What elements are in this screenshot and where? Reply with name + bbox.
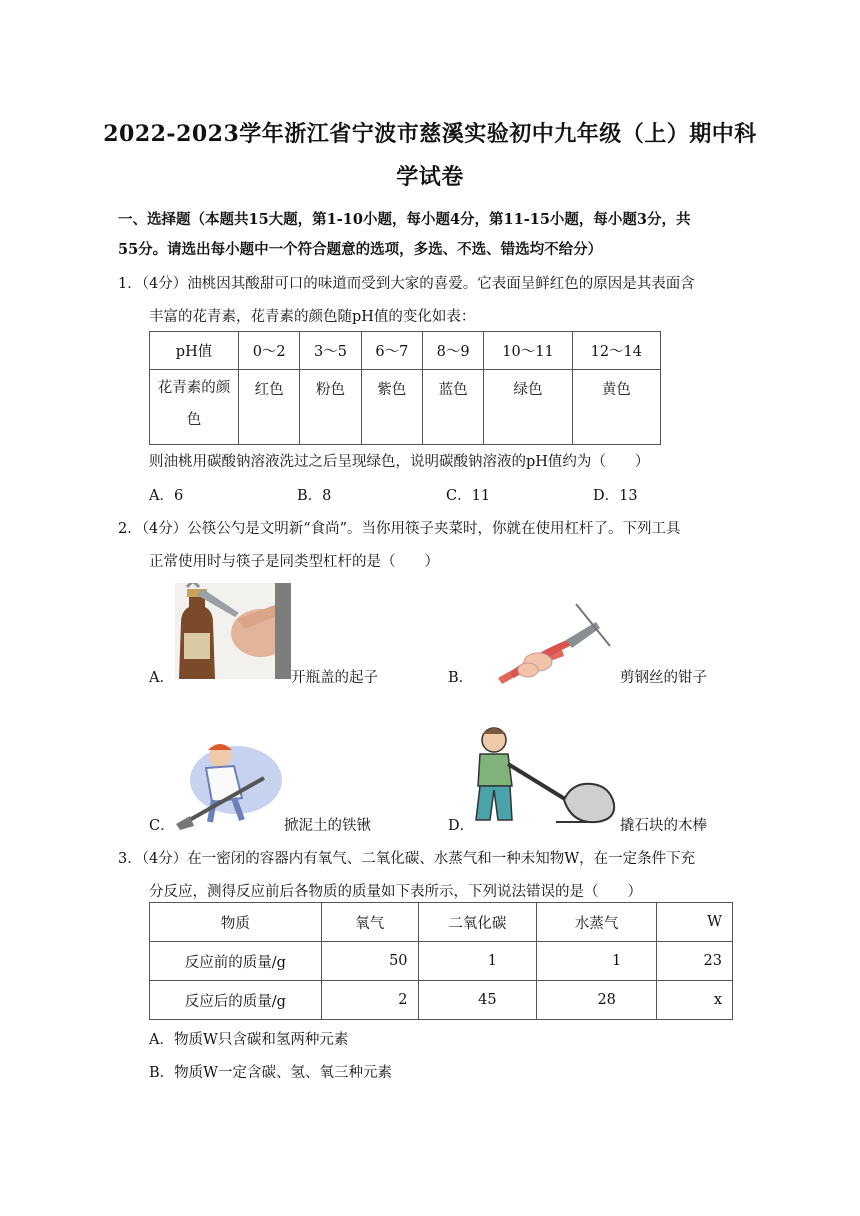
lever-image xyxy=(468,724,620,830)
q3-stem-line-1: 3．（4分）在一密闭的容器内有氧气、二氧化碳、水蒸气和一种未知物W，在一定条件下充 xyxy=(118,851,696,867)
q1-stem-line-1: 1．（4分）油桃因其酸甜可口的味道而受到大家的喜爱。它表面呈鲜红色的原因是其表面含 xyxy=(118,276,695,292)
table-row xyxy=(150,942,733,981)
table-cell: 8～9 xyxy=(422,332,483,370)
table-cell: x xyxy=(657,981,733,1020)
q1-question: 则油桃用碳酸钠溶液洗过之后呈现绿色，说明碳酸钠溶液的pH值约为（ ） xyxy=(149,454,650,470)
table-cell: 1 xyxy=(537,942,657,981)
q1-option-d[interactable]: D．13 xyxy=(593,488,638,504)
q3-stem-line-2: 分反应，测得反应前后各物质的质量如下表所示，下列说法错误的是（ ） xyxy=(149,884,642,900)
table-cell: W xyxy=(657,903,733,942)
table-row xyxy=(150,981,733,1020)
table-cell: 3～5 xyxy=(300,332,361,370)
bottle-opener-image xyxy=(175,583,291,679)
row-head-line-1: 花青素的颜 xyxy=(157,380,231,396)
q2-option-a-caption: 开瓶盖的起子 xyxy=(291,670,378,686)
ph-color-table xyxy=(149,331,661,445)
table-row xyxy=(150,903,733,942)
table-cell: 1 xyxy=(418,942,537,981)
section-heading-line-1: 一、选择题（本题共15大题，第1-10小题，每小题4分，第11-15小题，每小题3分，共 xyxy=(118,211,691,228)
table-cell: 28 xyxy=(537,981,657,1020)
table-cell: 水蒸气 xyxy=(537,903,657,942)
table-cell: 12～14 xyxy=(572,332,660,370)
table-cell: 50 xyxy=(321,942,418,981)
table-cell: 紫色 xyxy=(361,370,422,445)
q1-option-b[interactable]: B．8 xyxy=(297,488,332,504)
q2-option-b-letter[interactable]: B． xyxy=(448,670,474,686)
q1-stem-line-2: 丰富的花青素，花青素的颜色随pH值的变化如表： xyxy=(149,309,476,325)
q2-option-a-letter[interactable]: A． xyxy=(149,670,174,686)
table-cell: 物质 xyxy=(150,903,322,942)
q3-option-a[interactable]: A．物质W只含碳和氢两种元素 xyxy=(149,1032,349,1048)
table-cell: 黄色 xyxy=(572,370,660,445)
q2-option-c-caption: 掀泥土的铁锹 xyxy=(284,818,371,834)
q2-option-b-caption: 剪钢丝的钳子 xyxy=(620,670,707,686)
table-cell: 蓝色 xyxy=(422,370,483,445)
table-cell: 45 xyxy=(418,981,537,1020)
table-cell: 红色 xyxy=(239,370,300,445)
row-head-line-2: 色 xyxy=(186,412,202,428)
exam-title-line-2: 学试卷 xyxy=(396,164,464,190)
table-row xyxy=(150,370,661,445)
table-cell: pH值 xyxy=(150,332,239,370)
table-cell: 23 xyxy=(657,942,733,981)
section-heading-line-2: 55分。请选出每小题中一个符合题意的选项，多选、不选、错选均不给分） xyxy=(118,241,603,258)
table-cell: 0～2 xyxy=(239,332,300,370)
table-cell: 绿色 xyxy=(484,370,572,445)
table-cell: 氧气 xyxy=(321,903,418,942)
table-row xyxy=(150,332,661,370)
table-cell: 6～7 xyxy=(361,332,422,370)
q3-option-b[interactable]: B．物质W一定含碳、氢、氧三种元素 xyxy=(149,1065,393,1081)
table-cell: 反应后的质量/g xyxy=(150,981,322,1020)
q2-stem-line-1: 2．（4分）公筷公勺是文明新“食尚”。当你用筷子夹菜时，你就在使用杠杆了。下列工具 xyxy=(118,521,681,537)
table-cell: 粉色 xyxy=(300,370,361,445)
q1-option-c[interactable]: C．11 xyxy=(446,488,491,504)
shovel-image xyxy=(172,738,284,830)
exam-title-line-1: 2022-2023学年浙江省宁波市慈溪实验初中九年级（上）期中科 xyxy=(103,121,757,147)
pliers-image xyxy=(492,598,616,684)
table-cell: 2 xyxy=(321,981,418,1020)
q2-option-c-letter[interactable]: C． xyxy=(149,818,175,834)
table-cell: 10～11 xyxy=(484,332,572,370)
q2-stem-line-2: 正常使用时与筷子是同类型杠杆的是（ ） xyxy=(149,554,439,570)
table-cell: 二氧化碳 xyxy=(418,903,537,942)
q1-option-a[interactable]: A．6 xyxy=(149,488,184,504)
mass-table xyxy=(149,902,733,1020)
table-cell xyxy=(150,370,239,445)
q2-option-d-caption: 撬石块的木棒 xyxy=(620,818,707,834)
q2-option-d-letter[interactable]: D． xyxy=(448,818,475,834)
table-cell: 反应前的质量/g xyxy=(150,942,322,981)
